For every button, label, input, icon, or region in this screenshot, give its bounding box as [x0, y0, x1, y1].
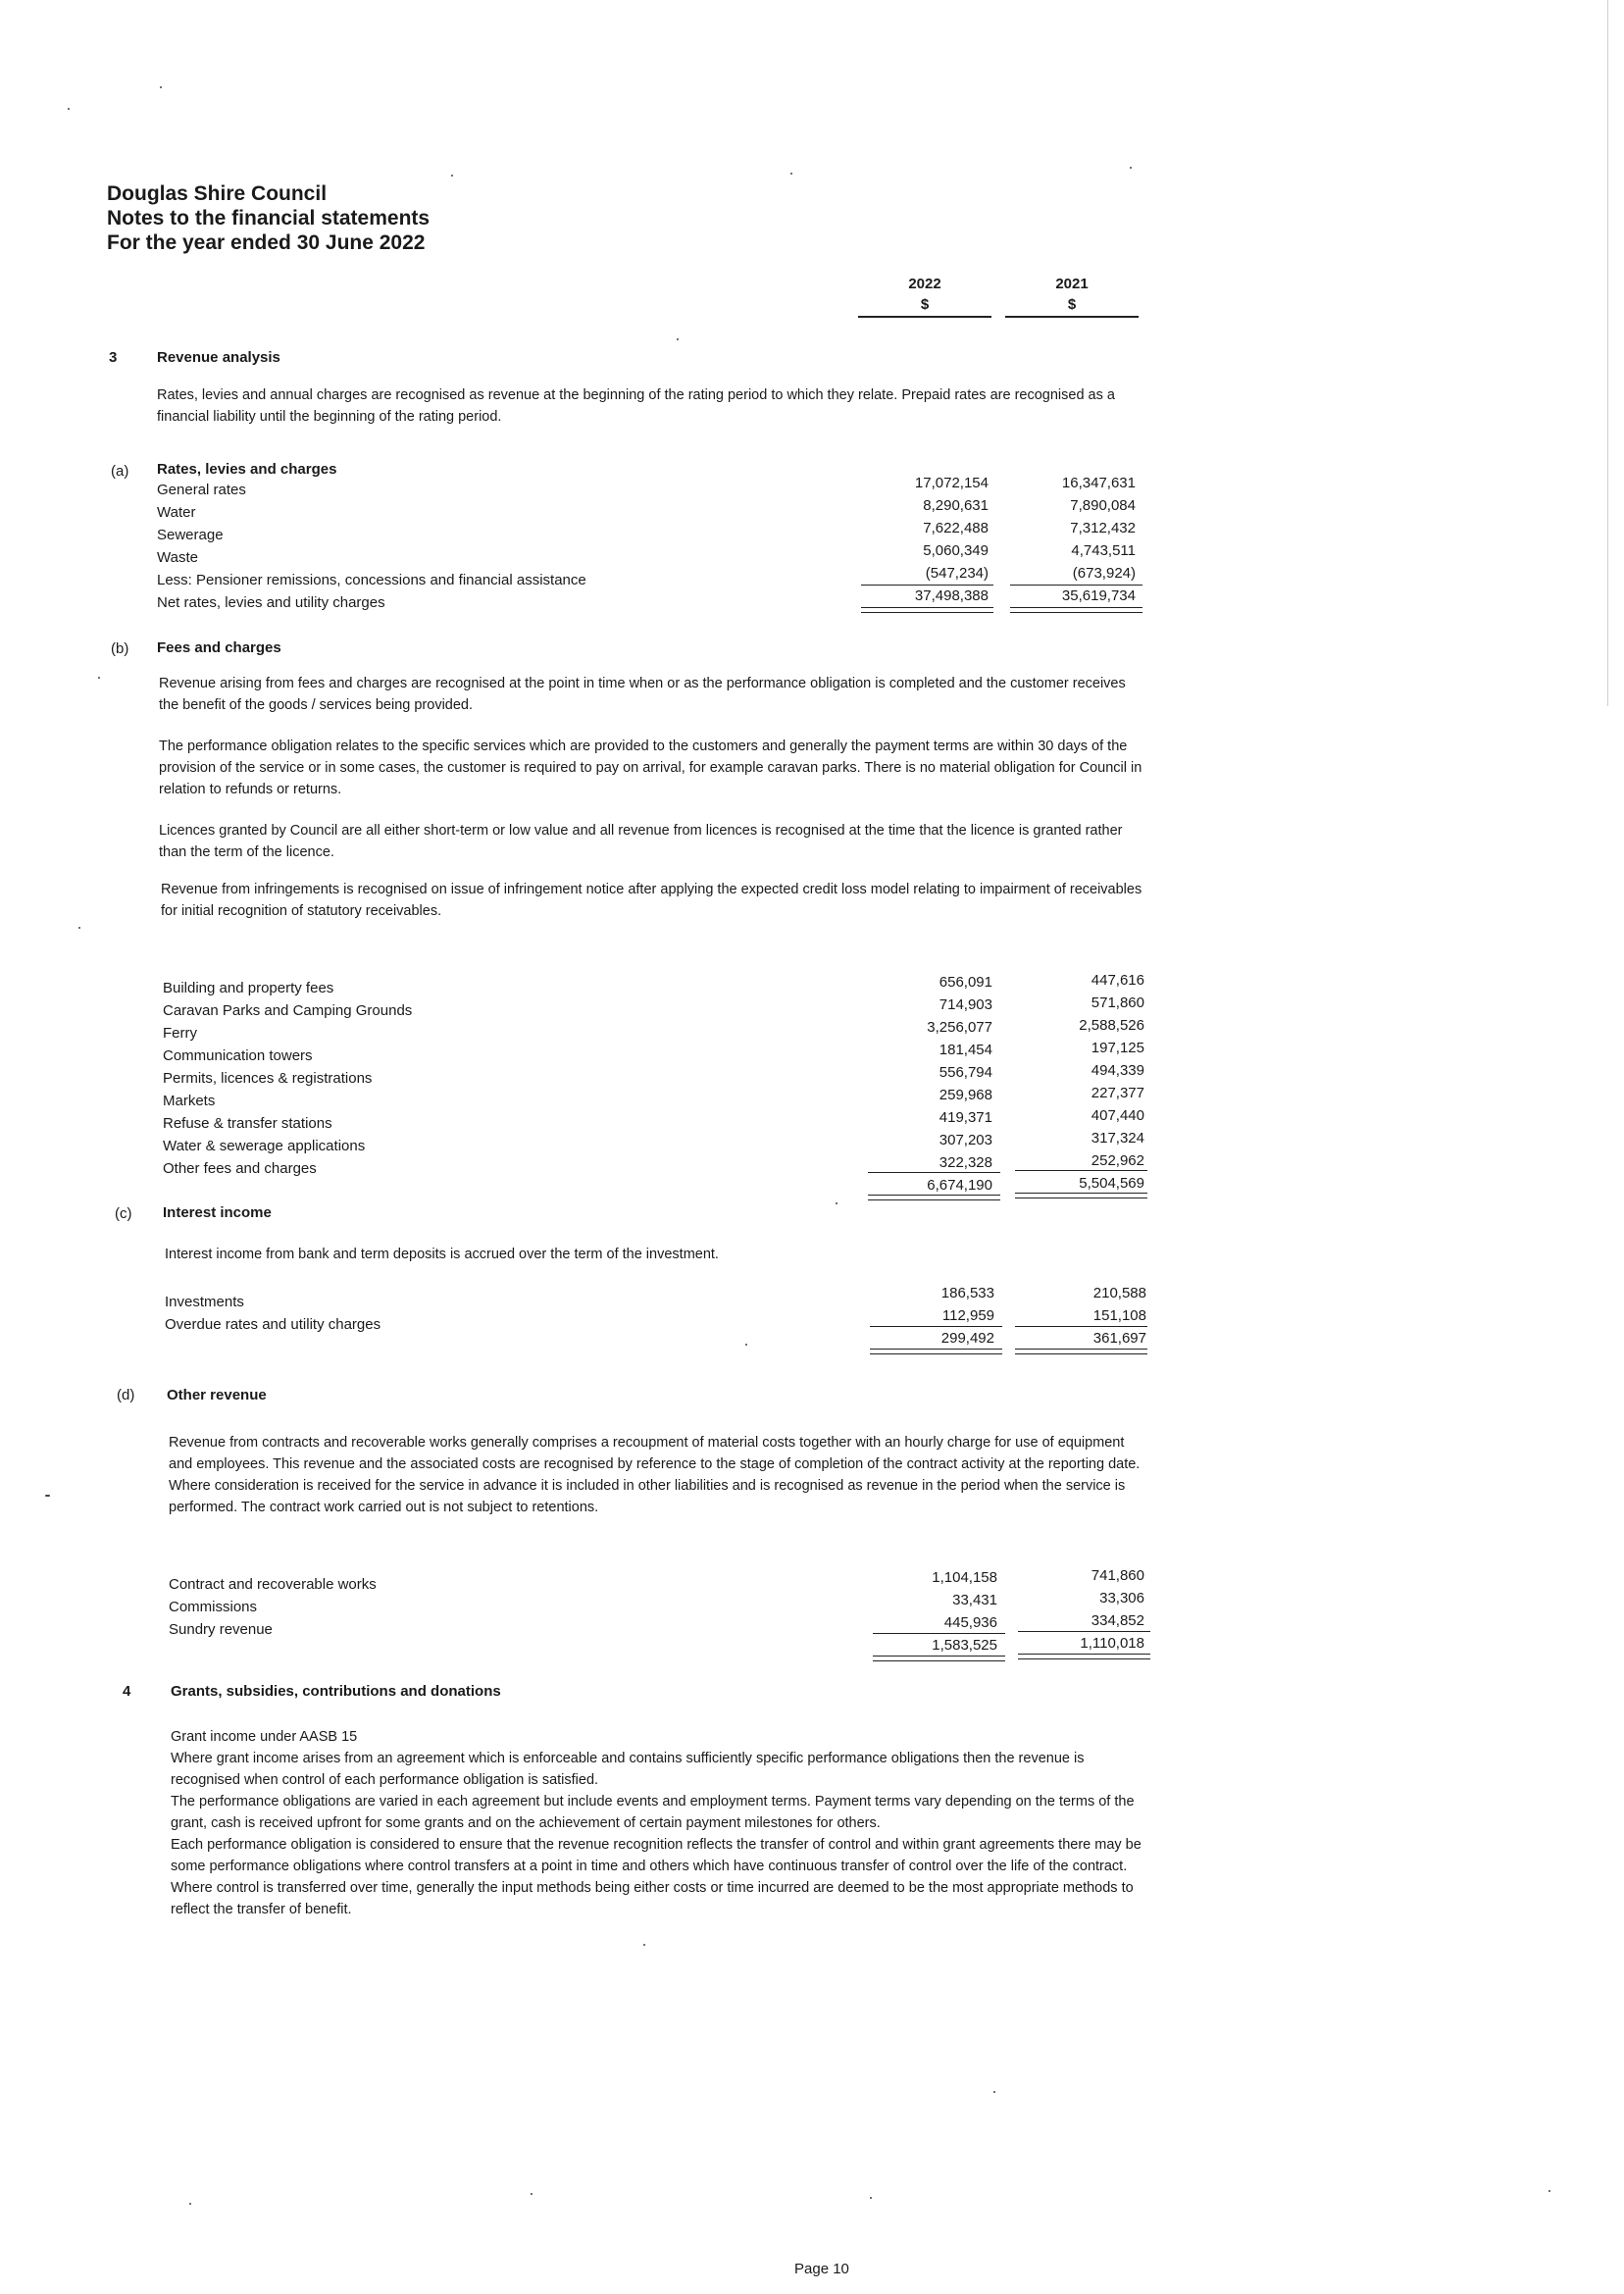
fees-2022-value: 322,328 — [939, 1154, 992, 1171]
note-3c-paragraph: Interest income from bank and term deposits is accrued over the term of the investment. — [165, 1247, 719, 1262]
scan-speck — [643, 1944, 645, 1946]
rates-2022-total-rule — [861, 607, 993, 613]
rates-row-label: Water — [157, 504, 196, 521]
note-3c-letter: (c) — [115, 1205, 132, 1222]
rates-row-label: Sewerage — [157, 527, 224, 543]
scan-speck — [870, 2197, 872, 2199]
scan-speck — [677, 338, 679, 340]
note-3-number: 3 — [109, 349, 118, 366]
fees-row-label: Permits, licences & registrations — [163, 1070, 373, 1087]
note-4-line: Grant income under AASB 15 — [171, 1729, 358, 1745]
fees-row-label: Other fees and charges — [163, 1160, 317, 1177]
fees-2022-subtotal-rule — [868, 1172, 1000, 1173]
interest-labels — [165, 1291, 381, 1336]
rates-2022-value: 17,072,154 — [914, 475, 989, 491]
other-revenue-2021-value: 334,852 — [1091, 1612, 1144, 1629]
fees-2022-value: 714,903 — [939, 996, 992, 1013]
fees-2021-total: 5,504,569 — [1079, 1175, 1144, 1192]
scan-speck — [78, 927, 80, 929]
rates-2021-values — [1010, 472, 1136, 607]
note-3b-paragraph-3: Licences granted by Council are all either short-term or low value and all revenue from licences is recognised at the time that the licence is granted rather than the term of the licence. — [159, 823, 1123, 860]
other-revenue-2022-values — [868, 1566, 997, 1657]
fees-2022-value: 3,256,077 — [927, 1019, 992, 1036]
note-3a-letter: (a) — [111, 463, 129, 480]
fees-2021-value: 317,324 — [1091, 1130, 1144, 1147]
fees-2022-values — [863, 971, 992, 1197]
interest-2022-subtotal-rule — [870, 1326, 1002, 1327]
other-revenue-2022-total: 1,583,525 — [932, 1637, 997, 1654]
other-revenue-2021-total-rule — [1018, 1654, 1150, 1659]
fees-row-label: Caravan Parks and Camping Grounds — [163, 1002, 413, 1019]
other-revenue-2021-subtotal-rule — [1018, 1631, 1150, 1632]
rates-2022-value: 8,290,631 — [923, 497, 989, 514]
column-2021-year: 2021 — [1055, 276, 1089, 292]
rates-2021-value: 16,347,631 — [1061, 475, 1136, 491]
note-3a-title: Rates, levies and charges — [157, 461, 337, 478]
note-3b-paragraph-1: Revenue arising from fees and charges are recognised at the point in time when or as the performance obligation is completed and the customer receives the benefit of the goods / services being provided. — [159, 676, 1126, 713]
note-3d-title: Other revenue — [167, 1387, 267, 1403]
note-3-title: Revenue analysis — [157, 349, 280, 366]
rates-2022-value: 7,622,488 — [923, 520, 989, 536]
rates-2022-value: 5,060,349 — [923, 542, 989, 559]
scan-speck — [45, 1495, 50, 1497]
scan-speck — [68, 108, 70, 110]
scan-edge-line — [1607, 0, 1608, 706]
fees-2021-value: 197,125 — [1091, 1040, 1144, 1056]
fees-2021-value: 227,377 — [1091, 1085, 1144, 1101]
note-3b-letter: (b) — [111, 640, 129, 657]
note-4-line: The performance obligations are varied in each agreement but include events and employment terms. Payment terms vary depending on the terms of the grant, cash is received upfront for some grants and on the achievement of certain payment milestones for others. — [171, 1794, 1135, 1831]
fees-2021-value: 252,962 — [1091, 1152, 1144, 1169]
column-2022-year: 2022 — [908, 276, 941, 292]
interest-2022-values — [863, 1282, 994, 1350]
fees-2022-value: 419,371 — [939, 1109, 992, 1126]
note-4-line: Where control is transferred over time, generally the input methods being either costs or time incurred are deemed to be the most appropriate methods to reflect the transfer of benefit. — [171, 1880, 1134, 1917]
fees-2022-total-rule — [868, 1195, 1000, 1200]
other-revenue-2022-value: 1,104,158 — [932, 1569, 997, 1586]
scan-speck — [160, 86, 162, 88]
column-2022-rule — [858, 316, 991, 318]
fees-labels — [163, 977, 412, 1180]
entity-name: Douglas Shire Council — [107, 182, 328, 205]
rates-2021-value: (673,924) — [1072, 565, 1136, 582]
rates-2021-value: 4,743,511 — [1071, 542, 1136, 559]
note-4-line: Where grant income arises from an agreement which is enforceable and contains sufficiently specific performance obligations then the revenue is recognised when control of each performance obligation is satisfied. — [171, 1751, 1085, 1788]
fees-2022-value: 307,203 — [939, 1132, 992, 1148]
fees-row-label: Markets — [163, 1093, 216, 1109]
fees-row-label: Communication towers — [163, 1047, 313, 1064]
scan-speck — [189, 2203, 191, 2205]
other-revenue-2021-value: 741,860 — [1091, 1567, 1144, 1584]
note-3b-paragraph-2: The performance obligation relates to the specific services which are provided to the customers and generally the payment terms are within 30 days of the provision of the service or in some cases, the customer is required to pay on arrival, for example caravan parks. There is no material obligation for Council in relation to refunds or returns. — [159, 739, 1142, 797]
other-revenue-row-label: Sundry revenue — [169, 1621, 273, 1638]
other-revenue-row-label: Commissions — [169, 1599, 258, 1615]
note-3d-letter: (d) — [117, 1387, 135, 1403]
fees-row-label: Ferry — [163, 1025, 197, 1042]
period-line: For the year ended 30 June 2022 — [107, 231, 426, 254]
rates-2021-value: 7,312,432 — [1070, 520, 1136, 536]
other-revenue-2022-total-rule — [873, 1656, 1005, 1661]
other-revenue-2022-value: 33,431 — [952, 1592, 997, 1608]
fees-2022-value: 556,794 — [939, 1064, 992, 1081]
other-revenue-2022-subtotal-rule — [873, 1633, 1005, 1634]
rates-2021-total-rule — [1010, 607, 1142, 613]
scan-speck — [993, 2091, 995, 2093]
rates-2021-subtotal-rule — [1010, 585, 1142, 586]
fees-row-label: Building and property fees — [163, 980, 334, 996]
other-revenue-2021-value: 33,306 — [1099, 1590, 1144, 1606]
fees-2021-value: 494,339 — [1091, 1062, 1144, 1079]
scan-speck — [531, 2193, 533, 2195]
other-revenue-labels — [169, 1573, 377, 1641]
fees-2022-value: 259,968 — [939, 1087, 992, 1103]
other-revenue-2021-values — [1015, 1564, 1144, 1655]
other-revenue-2022-value: 445,936 — [943, 1614, 997, 1631]
note-4-number: 4 — [123, 1683, 131, 1700]
fees-2022-total: 6,674,190 — [927, 1177, 992, 1194]
interest-2022-total-rule — [870, 1349, 1002, 1354]
fees-2022-value: 181,454 — [939, 1042, 992, 1058]
rates-row-label: Waste — [157, 549, 198, 566]
note-3b-title: Fees and charges — [157, 639, 281, 656]
rates-2021-total: 35,619,734 — [1061, 587, 1136, 604]
interest-2022-total: 299,492 — [940, 1330, 994, 1347]
note-3c-title: Interest income — [163, 1204, 272, 1221]
scan-speck — [451, 175, 453, 177]
scan-speck — [1130, 167, 1132, 169]
fees-2022-value: 656,091 — [939, 974, 992, 991]
note-3-intro: Rates, levies and annual charges are recognised as revenue at the beginning of the rating period to which they relate. Prepaid rates are recognised as a financial liability until the beginning of the rating period. — [157, 387, 1115, 425]
rates-row-label: General rates — [157, 482, 246, 498]
other-revenue-row-label: Contract and recoverable works — [169, 1576, 377, 1593]
column-2021-rule — [1005, 316, 1139, 318]
interest-2022-value: 112,959 — [941, 1307, 994, 1324]
scan-speck — [836, 1202, 837, 1204]
note-4-line: Each performance obligation is considered to ensure that the revenue recognition reflects the transfer of control and within grant agreements there may be some performance obligations where control transfers at a point in time and others which have continuous transfer of control over the life of the contract. — [171, 1837, 1142, 1874]
interest-2022-value: 186,533 — [940, 1285, 994, 1301]
fees-2021-total-rule — [1015, 1193, 1147, 1198]
fees-2021-subtotal-rule — [1015, 1170, 1147, 1171]
interest-2021-total-rule — [1015, 1349, 1147, 1354]
page-number: Page 10 — [794, 2261, 849, 2277]
fees-2021-value: 407,440 — [1091, 1107, 1144, 1124]
column-2021-unit: $ — [1067, 296, 1077, 313]
interest-2021-total: 361,697 — [1092, 1330, 1146, 1347]
fees-row-label: Water & sewerage applications — [163, 1138, 366, 1154]
interest-2021-subtotal-rule — [1015, 1326, 1147, 1327]
fees-2021-values — [1015, 969, 1144, 1195]
rates-labels — [157, 479, 586, 614]
rates-2022-values — [863, 472, 989, 607]
note-3d-paragraph: Revenue from contracts and recoverable works generally comprises a recoupment of material costs together with an hourly charge for use of equipment and employees. This revenue and the associated costs are recognised by reference to the stage of completion of the contract activity at the reporting date. Where consideration is received for the service in advance it is included in other liabilities and is recognised as revenue in the period when the service is performed. The contract work carried out is not subject to retentions. — [169, 1435, 1141, 1515]
column-2022-unit: $ — [920, 296, 930, 313]
fees-row-label: Refuse & transfer stations — [163, 1115, 332, 1132]
rates-row-label: Less: Pensioner remissions, concessions and financial assistance — [157, 572, 586, 588]
scan-speck — [745, 1344, 747, 1346]
rates-2021-value: 7,890,084 — [1070, 497, 1136, 514]
rates-2022-total: 37,498,388 — [914, 587, 989, 604]
interest-2021-values — [1015, 1282, 1146, 1350]
fees-2021-value: 571,860 — [1091, 994, 1144, 1011]
scan-speck — [790, 173, 792, 175]
rates-total-label: Net rates, levies and utility charges — [157, 594, 385, 611]
interest-row-label: Overdue rates and utility charges — [165, 1316, 381, 1333]
interest-row-label: Investments — [165, 1294, 244, 1310]
interest-2021-value: 151,108 — [1092, 1307, 1146, 1324]
fees-2021-value: 2,588,526 — [1079, 1017, 1144, 1034]
other-revenue-2021-total: 1,110,018 — [1080, 1635, 1144, 1652]
note-3b-paragraph-4: Revenue from infringements is recognised on issue of infringement notice after applying the expected credit loss model relating to impairment of receivables for initial recognition of statutory receivables. — [161, 882, 1142, 919]
scan-speck — [98, 677, 100, 679]
note-4-title: Grants, subsidies, contributions and donations — [171, 1683, 501, 1700]
interest-2021-value: 210,588 — [1092, 1285, 1146, 1301]
scan-speck — [1548, 2190, 1550, 2192]
fees-2021-value: 447,616 — [1091, 972, 1144, 989]
document-title: Notes to the financial statements — [107, 207, 431, 229]
rates-2022-subtotal-rule — [861, 585, 993, 586]
note-4-body — [171, 1726, 1151, 1920]
rates-2022-value: (547,234) — [925, 565, 989, 582]
